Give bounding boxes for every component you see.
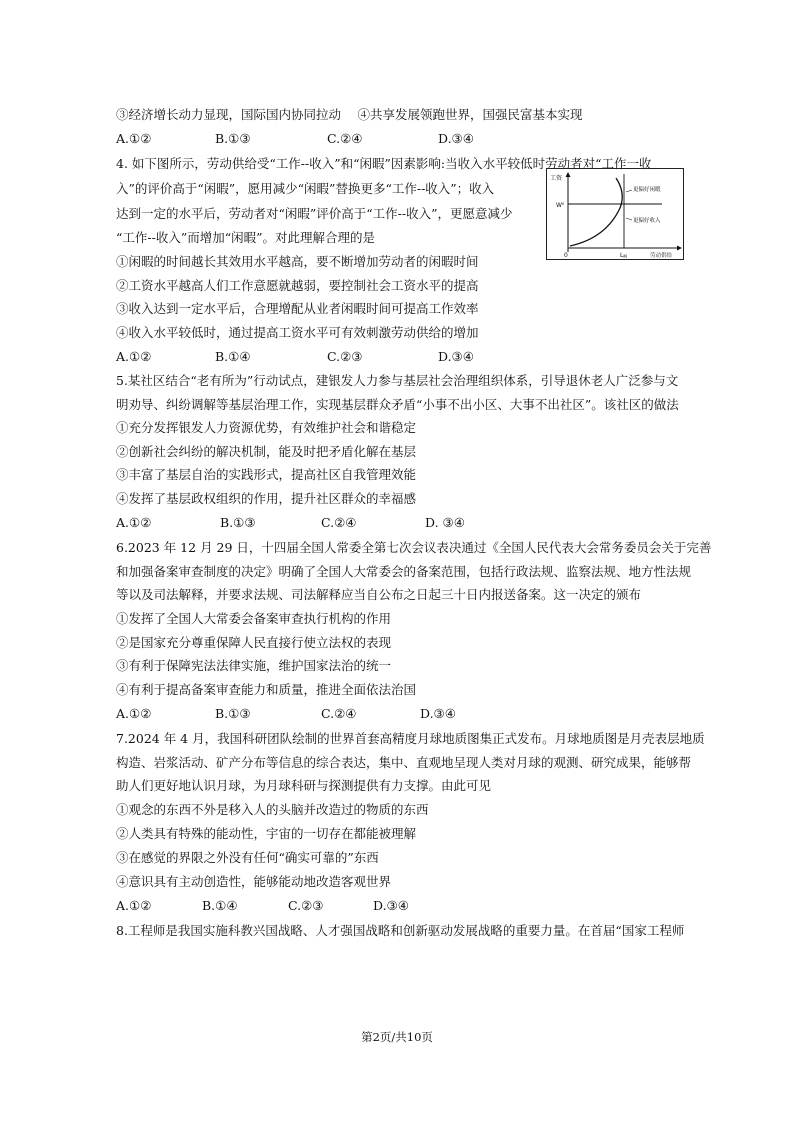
q3-item-line: ③经济增长动力显现，国际国内协同拉动 ④共享发展领跑世界，国强民富基本实现 — [116, 107, 583, 122]
q7-item-2: ②人类具有特殊的能动性，宇宙的一切存在都能被理解 — [116, 826, 417, 841]
q7-stem-line-3: 助人们更好地认识月球，为月球科研与探测提供有力支撑。由此可见 — [116, 778, 492, 793]
q6-item-1: ①发挥了全国人大常委会备案审查执行机构的作用 — [116, 611, 392, 626]
q6-item-3: ③有利于保障宪法法律实施，维护国家法治的统一 — [116, 658, 392, 673]
lm-label — [620, 252, 627, 259]
q3-option-a: A.①② — [116, 131, 152, 146]
wage-label: W⁰ — [556, 202, 565, 209]
upper-pointer — [626, 190, 632, 192]
q4-option-a: A.①② — [116, 349, 152, 364]
q5-option-b: B.①③ — [220, 515, 256, 530]
y-axis-arrow — [566, 172, 571, 177]
q4-item-4: ④收入水平较低时，通过提高工资水平可有效刺激劳动供给的增加 — [116, 325, 479, 340]
q4-stem-line-1: 4. 如下图所示，劳动供给受“工作--收入”和“闲暇”因素影响:当收入水平较低时劳动者对“工作一收 — [116, 156, 652, 171]
lower-label: 更偏好收入 — [633, 218, 661, 224]
q6-option-b: B.①③ — [215, 706, 251, 721]
q6-item-2: ②是国家充分尊重保障人民直接行使立法权的表现 — [116, 635, 392, 650]
q7-option-a: A.①② — [116, 898, 152, 913]
labor-supply-figure — [546, 168, 684, 260]
q5-option-d: D. ③④ — [425, 515, 465, 530]
q3-option-b: B.①③ — [215, 131, 251, 146]
q6-option-a: A.①② — [116, 706, 152, 721]
q6-option-c: C.②④ — [321, 706, 357, 721]
lm-label-sub: M — [623, 254, 627, 259]
q3-option-c: C.②④ — [327, 131, 363, 146]
upper-label: 更偏好闲暇 — [633, 187, 661, 193]
q8-stem-line-1: 8.工程师是我国实施科教兴国战略、人才强国战略和创新驱动发展战略的重要力量。在首届“国家工程师 — [116, 923, 685, 938]
q7-item-1: ①观念的东西不外是移入人的头脑并改造过的物质的东西 — [116, 802, 429, 817]
q6-stem-line-1: 6.2023 年 12 月 29 日，十四届全国人常委全第七次会议表决通过《全国人民代表大会常务委员会关于完善 — [116, 540, 712, 555]
q5-item-1: ①充分发挥银发人力资源优势，有效维护社会和谐稳定 — [116, 420, 417, 435]
q7-option-b: B.①④ — [202, 898, 238, 913]
q4-stem-line-2: 入”的评价高于“闲暇”，愿用减少“闲暇”替换更多“工作--收入”；收入 — [116, 181, 495, 196]
q7-option-c: C.②③ — [288, 898, 324, 913]
q5-option-c: C.②④ — [321, 515, 357, 530]
q5-option-a: A.①② — [116, 515, 152, 530]
q4-item-2: ②工资水平越高人们工作意愿就越弱，要控制社会工资水平的提高 — [116, 278, 479, 293]
q4-stem-line-4: “工作--收入”而增加“闲暇”。对此理解合理的是 — [116, 230, 376, 245]
figure-frame — [547, 169, 684, 260]
q7-item-4: ④意识具有主动创造性，能够能动地改造客观世界 — [116, 874, 392, 889]
lm-label-main: L — [620, 252, 624, 259]
q6-item-4: ④有利于提高备案审查能力和质量，推进全面依法治国 — [116, 682, 417, 697]
page-footer: 第2页/共10页 — [361, 1030, 433, 1044]
q5-stem-line-1: 5.某社区结合“老有所为”行动试点，建银发人力参与基层社会治理组织体系，引导退休老人广泛参与文 — [116, 373, 679, 388]
q4-option-c: C.②③ — [327, 349, 363, 364]
q6-stem-line-3: 等以及司法解释，并要求法规、司法解释应当自公布之日起三十日内报送备案。这一决定的颁布 — [116, 587, 642, 602]
supply-curve — [570, 178, 622, 246]
x-axis-arrow — [677, 246, 682, 251]
q7-item-3: ③在感觉的界限之外没有任何“确实可靠的”东西 — [116, 850, 379, 865]
q6-option-d: D.③④ — [420, 706, 456, 721]
q7-option-d: D.③④ — [373, 898, 409, 913]
y-axis-label: 工资 — [550, 175, 563, 182]
q7-stem-line-2: 构造、岩浆活动、矿产分布等信息的综合表达，集中、直观地呈现人类对月球的观测、研究成果，能够帮 — [116, 755, 692, 770]
x-axis-label: 劳动供给 — [650, 253, 673, 259]
q6-stem-line-2: 和加强备案审查制度的决定》明确了全国人大常委会的备案范围，包括行政法规、监察法规、地方性法规 — [116, 564, 692, 579]
q5-stem-line-2: 明劝导、纠纷调解等基层治理工作，实现基层群众矛盾“小事不出小区、大事不出社区”。该社区的做法 — [116, 397, 679, 412]
q4-option-d: D.③④ — [438, 349, 474, 364]
q4-stem-line-3: 达到一定的水平后，劳动者对“闲暇”评价高于“工作--收入”，更愿意减少 — [116, 206, 513, 221]
q4-option-b: B.①④ — [215, 349, 251, 364]
q5-item-3: ③丰富了基层自治的实践形式，提高社区自我管理效能 — [116, 467, 417, 482]
q4-item-1: ①闲暇的时间越长其效用水平越高，要不断增加劳动者的闲暇时间 — [116, 254, 479, 269]
q3-option-d: D.③④ — [438, 131, 474, 146]
q5-item-4: ④发挥了基层政权组织的作用，提升社区群众的幸福感 — [116, 491, 417, 506]
lower-pointer — [626, 218, 632, 220]
q7-stem-line-1: 7.2024 年 4 月，我国科研团队绘制的世界首套高精度月球地质图集正式发布。月球地质图是月壳表层地质 — [116, 731, 705, 746]
q5-item-2: ②创新社会纠纷的解决机制，能及时把矛盾化解在基层 — [116, 444, 417, 459]
origin-label: 0 — [564, 252, 568, 259]
q4-item-3: ③收入达到一定水平后，合理增配从业者闲暇时间可提高工作效率 — [116, 301, 479, 316]
